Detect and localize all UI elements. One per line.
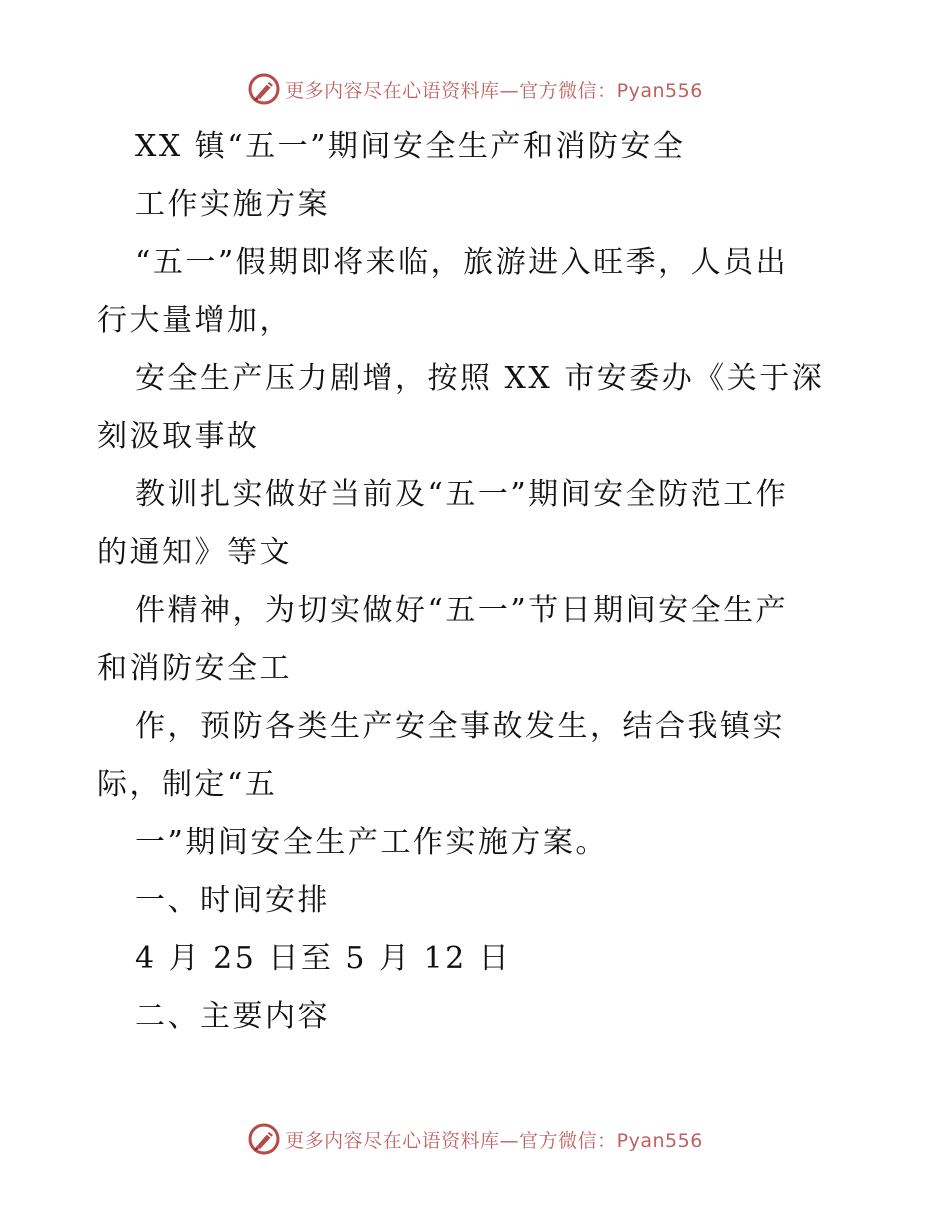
footer-watermark-inner — [247, 1122, 703, 1156]
section-heading-schedule: 一、时间安排 — [135, 883, 330, 918]
doc-title-line-2: 工作实施方案 — [135, 187, 330, 222]
header-watermark-inner — [247, 72, 703, 106]
header-watermark — [0, 72, 950, 106]
footer-watermark — [0, 1122, 950, 1156]
doc-paragraph-line: 的通知》等文 — [97, 535, 292, 570]
doc-title-line-1: XX 镇“五一”期间安全生产和消防安全 — [135, 129, 686, 164]
header-watermark-text: 更多内容尽在心语资料库—官方微信：Pyan556 — [285, 79, 703, 102]
doc-paragraph-line: 和消防安全工 — [97, 651, 292, 686]
doc-paragraph-line: 行大量增加， — [97, 303, 292, 338]
doc-paragraph-line: 安全生产压力剧增，按照 XX 市安委办《关于深 — [135, 361, 825, 396]
section-heading-content: 二、主要内容 — [135, 999, 330, 1034]
footer-watermark-text: 更多内容尽在心语资料库—官方微信：Pyan556 — [285, 1129, 703, 1152]
doc-paragraph-line: 一”期间安全生产工作实施方案。 — [135, 825, 608, 860]
doc-paragraph-line: 刻汲取事故 — [97, 419, 260, 454]
pen-logo-icon — [247, 72, 281, 106]
doc-paragraph-line: 作，预防各类生产安全事故发生，结合我镇实 — [135, 709, 785, 744]
doc-paragraph-line: 际，制定“五 — [97, 767, 278, 802]
doc-paragraph-line: 教训扎实做好当前及“五一”期间安全防范工作 — [135, 477, 789, 512]
doc-paragraph-line: “五一”假期即将来临，旅游进入旺季，人员出 — [135, 245, 789, 280]
schedule-dates: 4 月 25 日至 5 月 12 日 — [135, 941, 512, 976]
doc-paragraph-line: 件精神，为切实做好“五一”节日期间安全生产 — [135, 593, 789, 628]
pen-logo-icon — [247, 1122, 281, 1156]
